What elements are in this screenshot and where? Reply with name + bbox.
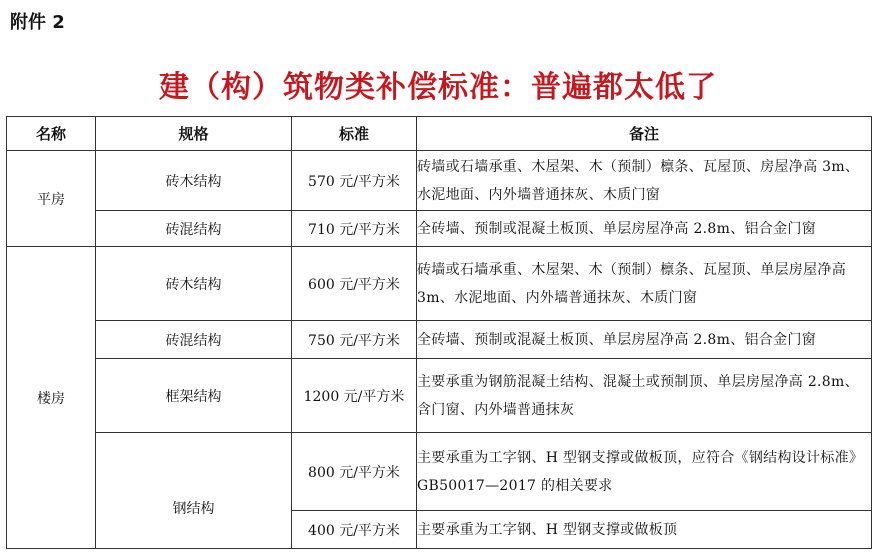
spec-cell: 钢结构 [96, 433, 292, 549]
standard-cell: 750 元/平方米 [292, 321, 417, 359]
header-note: 备注 [417, 117, 872, 151]
table-row [7, 247, 872, 321]
standard-cell: 1200 元/平方米 [292, 359, 417, 433]
note-cell: 主要承重为工字钢、H 型钢支撑或做板顶 [417, 511, 872, 549]
standard-cell: 600 元/平方米 [292, 247, 417, 321]
header-name: 名称 [7, 117, 96, 151]
table-header-row [7, 117, 872, 151]
note-cell: 全砖墙、预制或混凝土板顶、单层房屋净高 2.8m、铝合金门窗 [417, 321, 872, 359]
note-cell: 砖墙或石墙承重、木屋架、木（预制）檩条、瓦屋顶、单层房屋净高 3m、水泥地面、内外墙普通抹灰、木质门窗 [417, 247, 872, 321]
spec-cell: 砖混结构 [96, 321, 292, 359]
table-row [7, 321, 872, 359]
attachment-label: 附件 2 [10, 12, 65, 33]
note-cell: 砖墙或石墙承重、木屋架、木（预制）檩条、瓦屋顶、房屋净高 3m、水泥地面、内外墙普通抹灰、木质门窗 [417, 151, 872, 211]
table-row [7, 151, 872, 211]
note-cell: 全砖墙、预制或混凝土板顶、单层房屋净高 2.8m、铝合金门窗 [417, 211, 872, 247]
spec-cell: 砖木结构 [96, 247, 292, 321]
table-row [7, 433, 872, 511]
header-standard: 标准 [292, 117, 417, 151]
standard-cell: 570 元/平方米 [292, 151, 417, 211]
spec-cell: 砖混结构 [96, 211, 292, 247]
page-title: 建（构）筑物类补偿标准：普遍都太低了 [159, 70, 717, 105]
standard-cell: 710 元/平方米 [292, 211, 417, 247]
header-spec: 规格 [96, 117, 292, 151]
spec-cell: 框架结构 [96, 359, 292, 433]
spec-cell: 砖木结构 [96, 151, 292, 211]
group-name-bungalow: 平房 [7, 151, 96, 247]
compensation-standards-table [6, 116, 872, 549]
note-cell: 主要承重为工字钢、H 型钢支撑或做板顶，应符合《钢结构设计标准》GB50017—2017 的相关要求 [417, 433, 872, 511]
group-name-building: 楼房 [7, 247, 96, 549]
note-cell: 主要承重为钢筋混凝土结构、混凝土或预制顶、单层房屋净高 2.8m、含门窗、内外墙普通抹灰 [417, 359, 872, 433]
table-row [7, 359, 872, 433]
table-row [7, 211, 872, 247]
standard-cell: 400 元/平方米 [292, 511, 417, 549]
standard-cell: 800 元/平方米 [292, 433, 417, 511]
